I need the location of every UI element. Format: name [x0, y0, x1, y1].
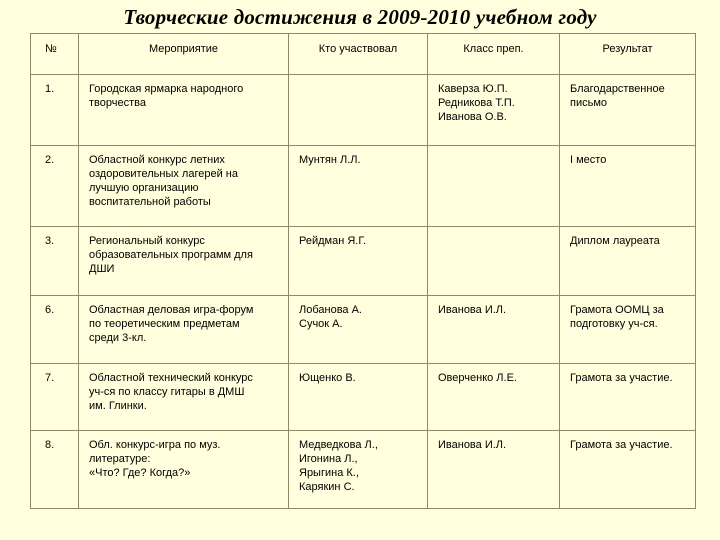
cell-result: Грамота за участие.: [560, 364, 696, 431]
cell-number: 1.: [31, 75, 79, 146]
header-event: Мероприятие: [79, 34, 289, 75]
page-title: Творческие достижения в 2009-2010 учебном году: [123, 5, 597, 29]
header-teacher: Класс преп.: [428, 34, 560, 75]
table-row: [31, 146, 696, 227]
cell-teacher: Иванова И.Л.: [428, 431, 560, 509]
header-participant: Кто участвовал: [289, 34, 428, 75]
cell-event: Областной технический конкурс уч-ся по классу гитары в ДМШ им. Глинки.: [79, 364, 289, 431]
cell-event: Областная деловая игра-форум по теоретическим предметам среди 3-кл.: [79, 296, 289, 364]
cell-number: 3.: [31, 227, 79, 296]
cell-result: Грамота за участие.: [560, 431, 696, 509]
cell-participant: Медведкова Л., Игонина Л., Ярыгина К., Карякин С.: [289, 431, 428, 509]
cell-result: I место: [560, 146, 696, 227]
cell-event: Областной конкурс летних оздоровительных лагерей на лучшую организацию воспитательной работы: [79, 146, 289, 227]
table-row: [31, 227, 696, 296]
cell-participant: Лобанова А. Сучок А.: [289, 296, 428, 364]
cell-participant: Мунтян Л.Л.: [289, 146, 428, 227]
cell-teacher: Иванова И.Л.: [428, 296, 560, 364]
cell-result: Диплом лауреата: [560, 227, 696, 296]
cell-number: 7.: [31, 364, 79, 431]
table-header-row: [31, 34, 696, 75]
cell-participant: Рейдман Я.Г.: [289, 227, 428, 296]
header-result: Результат: [560, 34, 696, 75]
achievements-table: [30, 33, 696, 509]
cell-number: 2.: [31, 146, 79, 227]
cell-result: Благодарственное письмо: [560, 75, 696, 146]
cell-number: 6.: [31, 296, 79, 364]
cell-teacher: Оверченко Л.Е.: [428, 364, 560, 431]
cell-teacher: Каверза Ю.П. Редникова Т.П. Иванова О.В.: [428, 75, 560, 146]
cell-participant: Ющенко В.: [289, 364, 428, 431]
cell-participant: [289, 75, 428, 146]
cell-event: Обл. конкурс-игра по муз. литературе: «Что? Где? Когда?»: [79, 431, 289, 509]
cell-result: Грамота ООМЦ за подготовку уч-ся.: [560, 296, 696, 364]
cell-teacher: [428, 227, 560, 296]
table-row: [31, 296, 696, 364]
cell-teacher: [428, 146, 560, 227]
cell-event: Городская ярмарка народного творчества: [79, 75, 289, 146]
table-row: [31, 431, 696, 509]
cell-event: Региональный конкурс образовательных программ для ДШИ: [79, 227, 289, 296]
table-row: [31, 364, 696, 431]
table-row: [31, 75, 696, 146]
header-number: №: [31, 34, 79, 75]
cell-number: 8.: [31, 431, 79, 509]
